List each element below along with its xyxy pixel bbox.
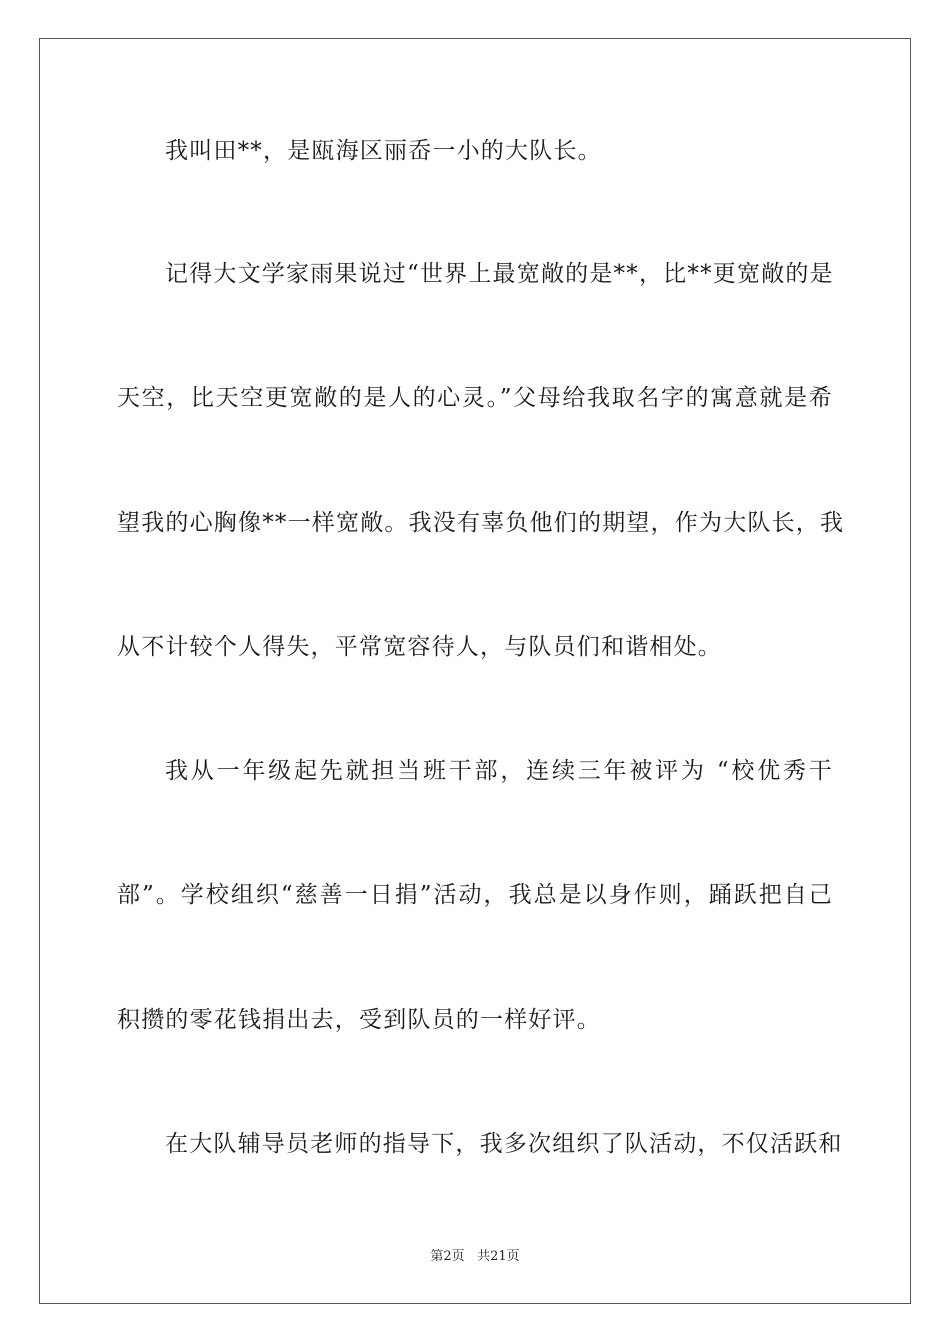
paragraph-3-line-2: 部”。学校组织“慈善一日捐”活动，我总是以身作则，踊跃把自己 [117,882,833,908]
page-total: 共21页 [477,1249,520,1264]
page-border [39,38,911,1304]
paragraph-2-line-1: 记得大文学家雨果说过“世界上最宽敞的是**，比**更宽敞的是 [165,261,834,287]
page-number: 第2页 [430,1249,465,1264]
paragraph-2-line-2: 天空，比天空更宽敞的是人的心灵。”父母给我取名字的寓意就是希 [117,385,833,411]
paragraph-4-line-1: 在大队辅导员老师的指导下，我多次组织了队活动，不仅活跃和 [165,1131,843,1157]
paragraph-2-line-4: 从不计较个人得失，平常宽容待人，与队员们和谐相处。 [117,634,722,660]
paragraph-3-line-3: 积攒的零花钱捐出去，受到队员的一样好评。 [117,1007,601,1033]
page-footer [0,1248,950,1266]
paragraph-3-line-1: 我从一年级起先就担当班干部，连续三年被评为 “校优秀干 [165,758,833,784]
paragraph-2-line-3: 望我的心胸像**一样宽敞。我没有辜负他们的期望，作为大队长，我 [117,510,845,536]
paragraph-1-line-1: 我叫田**，是瓯海区丽岙一小的大队长。 [165,138,602,164]
